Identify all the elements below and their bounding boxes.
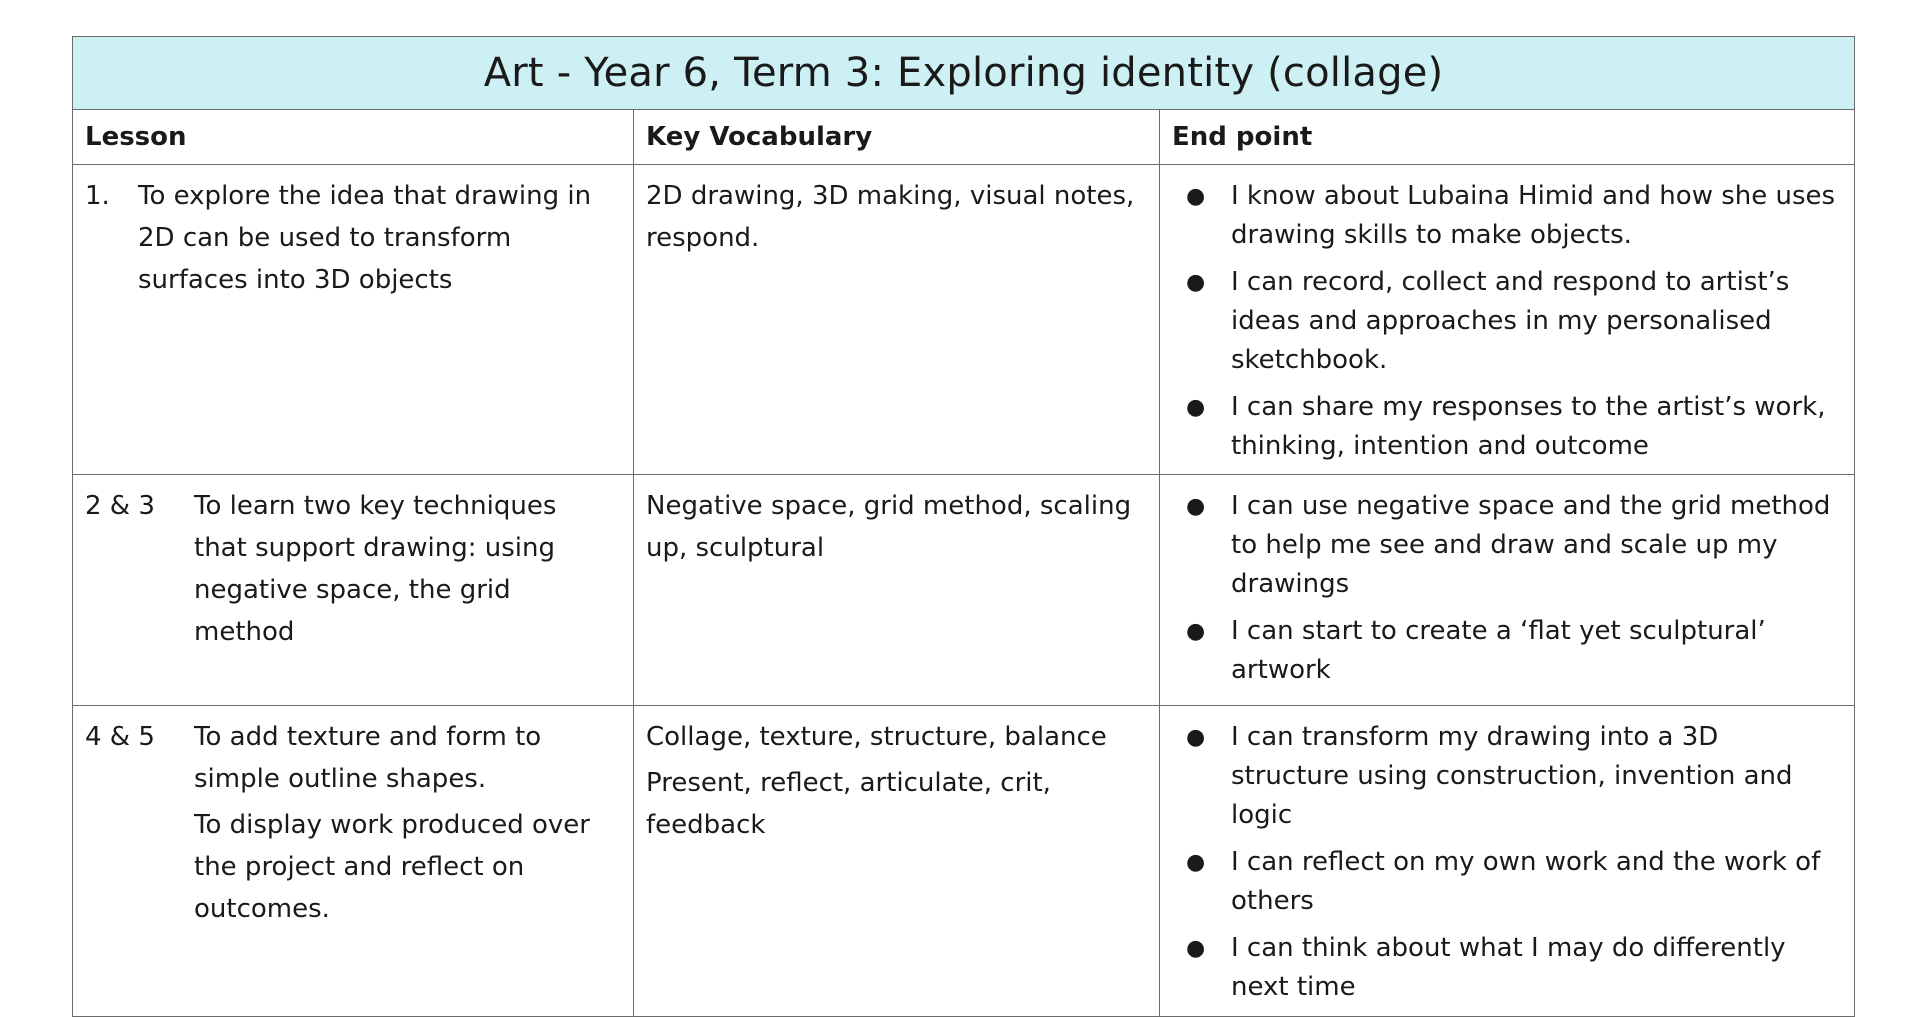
- page-title: Art - Year 6, Term 3: Exploring identity (collage): [73, 37, 1855, 110]
- lesson-objective: To add texture and form to simple outline shapes.: [194, 722, 542, 794]
- bullet-icon: ●: [1186, 395, 1206, 420]
- vocab-cell: [634, 475, 1160, 706]
- bullet-icon: ●: [1186, 270, 1206, 295]
- header-key-vocabulary: Key Vocabulary: [634, 110, 1160, 165]
- lesson-number: 1.: [85, 181, 110, 211]
- header-lesson: Lesson: [73, 110, 634, 165]
- list-item: [1160, 388, 1838, 466]
- lesson-number: 2 & 3: [85, 491, 155, 521]
- list-item: [1160, 843, 1838, 921]
- vocab-cell: [634, 706, 1160, 1017]
- table-row: [73, 475, 1855, 706]
- end-point-list: [1160, 177, 1838, 466]
- end-point-text: I can reflect on my own work and the work of others: [1231, 847, 1821, 916]
- bullet-icon: ●: [1186, 936, 1206, 961]
- list-item: [1160, 177, 1838, 255]
- table-row: [73, 165, 1855, 475]
- list-item: [1160, 929, 1838, 1007]
- lesson-objective: To explore the idea that drawing in 2D can be used to transform surfaces into 3D objects: [138, 181, 592, 295]
- lesson-cell: [73, 165, 634, 475]
- vocab-text: 2D drawing, 3D making, visual notes, respond.: [646, 181, 1135, 253]
- end-point-cell: [1160, 706, 1855, 1017]
- vocab-text: Collage, texture, structure, balance: [646, 722, 1107, 752]
- bullet-icon: ●: [1186, 184, 1206, 209]
- table-row: [73, 706, 1855, 1017]
- end-point-text: I can use negative space and the grid method to help me see and draw and scale up my drawings: [1231, 491, 1831, 599]
- lesson-plan-table: [72, 36, 1855, 1017]
- end-point-text: I know about Lubaina Himid and how she uses drawing skills to make objects.: [1231, 181, 1836, 250]
- list-item: [1160, 718, 1838, 835]
- end-point-text: I can record, collect and respond to artist’s ideas and approaches in my personalised sketchbook.: [1231, 267, 1790, 375]
- end-point-list: [1160, 487, 1838, 690]
- lesson-objective: To display work produced over the project and reflect on outcomes.: [194, 810, 590, 924]
- lesson-cell: [73, 706, 634, 1017]
- lesson-cell: [73, 475, 634, 706]
- bullet-icon: ●: [1186, 619, 1206, 644]
- end-point-text: I can think about what I may do differently next time: [1231, 933, 1786, 1002]
- lesson-number: 4 & 5: [85, 722, 155, 752]
- vocab-cell: [634, 165, 1160, 475]
- bullet-icon: ●: [1186, 725, 1206, 750]
- end-point-cell: [1160, 475, 1855, 706]
- vocab-text: Negative space, grid method, scaling up, sculptural: [646, 491, 1132, 563]
- list-item: [1160, 487, 1838, 604]
- end-point-list: [1160, 718, 1838, 1007]
- end-point-text: I can start to create a ‘flat yet sculptural’ artwork: [1231, 616, 1766, 685]
- end-point-text: I can share my responses to the artist’s work, thinking, intention and outcome: [1231, 392, 1826, 461]
- end-point-text: I can transform my drawing into a 3D structure using construction, invention and logic: [1231, 722, 1793, 830]
- header-end-point: End point: [1160, 110, 1855, 165]
- bullet-icon: ●: [1186, 850, 1206, 875]
- list-item: [1160, 263, 1838, 380]
- end-point-cell: [1160, 165, 1855, 475]
- bullet-icon: ●: [1186, 494, 1206, 519]
- lesson-objective: To learn two key techniques that support drawing: using negative space, the grid method: [194, 491, 557, 647]
- vocab-text: Present, reflect, articulate, crit, feedback: [646, 768, 1051, 840]
- list-item: [1160, 612, 1838, 690]
